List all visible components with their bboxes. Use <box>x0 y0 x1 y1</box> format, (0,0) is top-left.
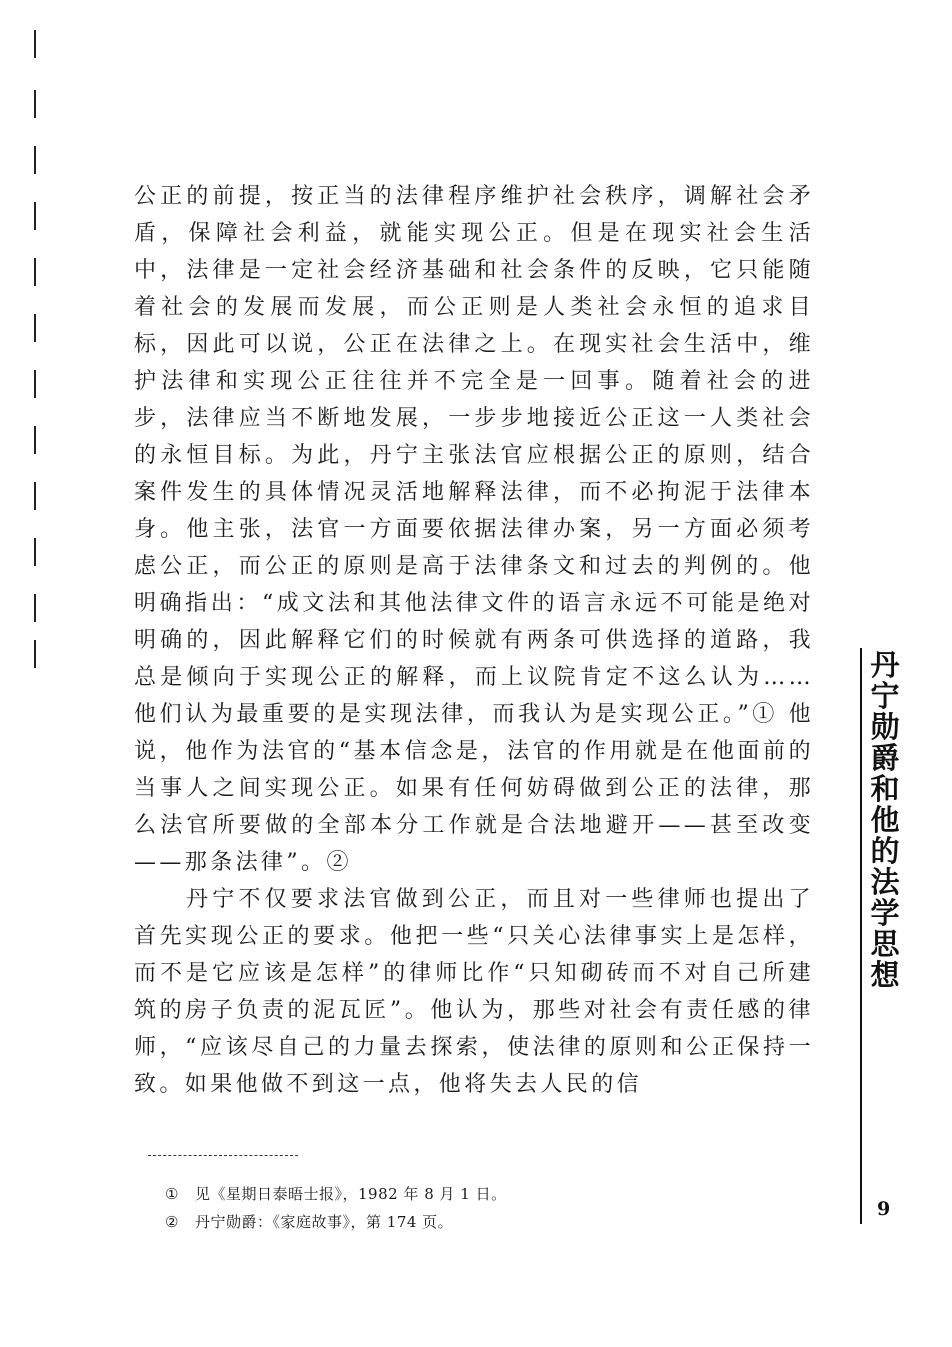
binding-mark <box>34 538 36 566</box>
paragraph-lawyers: 丹宁不仅要求法官做到公正，而且对一些律师也提出了首先实现公正的要求。他把一些“只关心法律事实上是怎样，而不是它应该是怎样”的律师比作“只知砌砖而不对自己所建筑的房子负责的泥瓦匠”。他认为，那些对社会有责任感的律师，“应该尽自己的力量去探索，使法律的原则和公正保持一致。如果他做不到这一点，他将失去人民的信 <box>134 887 814 1097</box>
binding-mark <box>34 426 36 454</box>
binding-mark <box>34 482 36 510</box>
footnotes <box>165 1180 785 1236</box>
footnote-marker: ② <box>165 1213 179 1231</box>
binding-mark <box>34 314 36 342</box>
binding-mark <box>34 30 36 58</box>
binding-mark <box>34 370 36 398</box>
page-number: 9 <box>877 1198 891 1220</box>
binding-mark <box>34 146 36 174</box>
binding-margin-marks <box>34 30 38 670</box>
main-text <box>134 178 814 1103</box>
footnote-marker: ① <box>165 1185 179 1203</box>
binding-mark <box>34 594 36 622</box>
footnote-2 <box>165 1208 785 1236</box>
paragraph-continued: 公正的前提，按正当的法律程序维护社会秩序，调解社会矛盾，保障社会利益，就能实现公正。但是在现实社会生活中，法律是一定社会经济基础和社会条件的反映，它只能随着社会的发展而发展，而公正则是人类社会永恒的追求目标，因此可以说，公正在法律之上。在现实社会生活中，维护法律和实现公正往往并不完全是一回事。随着社会的进步，法律应当不断地发展，一步步地接近公正这一人类社会的永恒目标。为此，丹宁主张法官应根据公正的原则，结合案件发生的具体情况灵活地解释法律，而不必拘泥于法律本身。他主张，法官一方面要依据法律办案，另一方面必须考虑公正，而公正的原则是高于法律条文和过去的判例的。他明确指出：“成文法和其他法律文件的语言永远不可能是绝对明确的，因此解释它们的时候就有两条可供选择的道路，我总是倾向于实现公正的解释，而上议院肯定不这么认为……他们认为最重要的是实现法律，而我认为是实现公正。”① 他说，他作为法官的“基本信念是，法官的作用就是在他面前的当事人之间实现公正。如果有任何妨碍做到公正的法律，那么法官所要做的全部本分工作就是合法地避开——甚至改变——那条法律”。② <box>134 184 814 875</box>
running-title-rule <box>860 648 862 1224</box>
footnote-text: 丹宁勋爵：《家庭故事》，第 174 页。 <box>195 1213 454 1231</box>
footnote-1 <box>165 1180 785 1208</box>
footnote-separator <box>148 1155 298 1156</box>
footnote-text: 见《星期日泰晤士报》，1982 年 8 月 1 日。 <box>195 1185 507 1203</box>
binding-mark <box>34 90 36 118</box>
binding-mark <box>34 258 36 286</box>
binding-mark <box>34 640 36 668</box>
binding-mark <box>34 202 36 230</box>
running-title: 丹宁勋爵和他的法学思想 <box>870 648 900 992</box>
